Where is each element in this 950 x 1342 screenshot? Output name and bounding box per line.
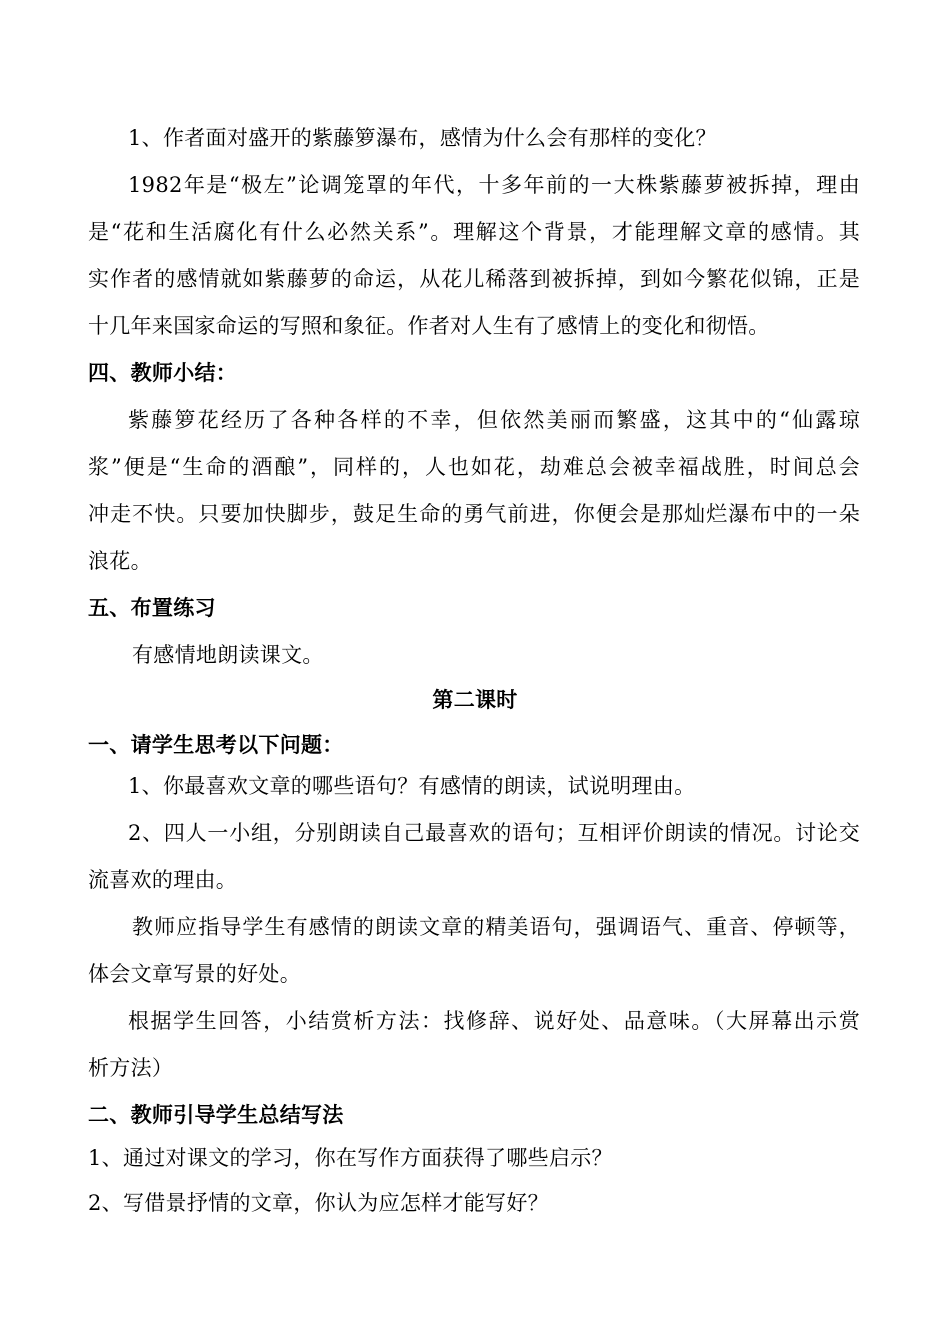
- answer-line-1: 1982年是“极左”论调笼罩的年代，十多年前的一大株紫藤萝被拆掉，理由: [128, 173, 860, 197]
- guide-line-1: 教师应指导学生有感情的朗读文章的精美语句，强调语气、重音、停顿等，: [132, 915, 860, 939]
- summary-line-4: 浪花。: [88, 549, 152, 573]
- lesson2-question-2-line-2: 流喜欢的理由。: [88, 868, 238, 892]
- question-1: 1、作者面对盛开的紫藤箩瀑布，感情为什么会有那样的变化？: [128, 126, 717, 150]
- writing-question-2: 2、写借景抒情的文章，你认为应怎样才能写好？: [88, 1191, 549, 1215]
- summary-line-2: 浆”便是“生命的酒酿”，同样的，人也如花，劫难总会被幸福战胜，时间总会: [88, 455, 860, 479]
- method-line-2: 析方法）: [88, 1056, 174, 1080]
- section-heading-4: 四、教师小结：: [88, 361, 238, 385]
- answer-line-3: 实作者的感情就如紫藤萝的命运，从花儿稀落到被拆掉，到如今繁花似锦，正是: [88, 267, 860, 291]
- answer-line-2: 是“花和生活腐化有什么必然关系”。理解这个背景，才能理解文章的感情。其: [88, 220, 860, 244]
- writing-question-1: 1、通过对课文的学习，你在写作方面获得了哪些启示？: [88, 1146, 613, 1170]
- answer-line-4: 十几年来国家命运的写照和象征。作者对人生有了感情上的变化和彻悟。: [88, 314, 770, 338]
- lesson2-heading-1: 一、请学生思考以下问题：: [88, 733, 344, 757]
- exercise-text: 有感情地朗读课文。: [132, 643, 324, 667]
- method-line-1: 根据学生回答，小结赏析方法：找修辞、说好处、品意味。（大屏幕出示赏: [128, 1009, 860, 1033]
- lesson-title: 第二课时: [432, 688, 518, 712]
- summary-line-3: 冲走不快。只要加快脚步，鼓足生命的勇气前进，你便会是那灿烂瀑布中的一朵: [88, 502, 860, 526]
- summary-line-1: 紫藤箩花经历了各种各样的不幸，但依然美丽而繁盛，这其中的“仙露琼: [128, 408, 860, 432]
- section-heading-5: 五、布置练习: [88, 596, 216, 620]
- guide-line-2: 体会文章写景的好处。: [88, 962, 301, 986]
- lesson2-question-2-line-1: 2、四人一小组，分别朗读自己最喜欢的语句；互相评价朗读的情况。讨论交: [128, 821, 860, 845]
- lesson2-heading-2: 二、教师引导学生总结写法: [88, 1103, 344, 1127]
- lesson2-question-1: 1、你最喜欢文章的哪些语句？有感情的朗读，试说明理由。: [128, 774, 696, 798]
